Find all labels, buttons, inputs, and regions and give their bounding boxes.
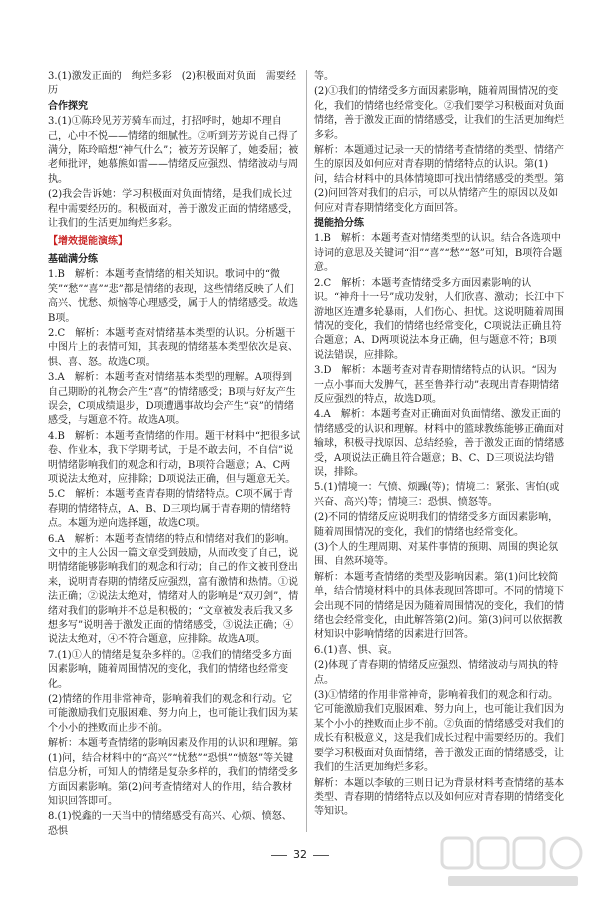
right-column — [314, 70, 566, 821]
answer-paragraph: 1.B 解析：本题考查情绪的相关知识。歌词中的“微笑”“愁”“喜”“悲”都是情绪的表现，这些情绪反映了人们高兴、忧愁、烦恼等心理感受，属于人的情绪感受。故选B项。 — [48, 269, 298, 324]
page-number-left-dash — [271, 855, 287, 856]
answer-paragraph: 2.C 解析：本题考查对情绪基本类型的认识。分析题干中图片上的表情可知，其表现的情绪基本类型依次是哀、惧、喜、怒。故选C项。 — [48, 327, 298, 368]
answer-paragraph: 解析：本题考查情绪的影响因素及作用的认识和理解。第(1)问，结合材料中的“高兴”“忧愁”“恐惧”“愤怒”等关键信息分析，可知人的情绪是复杂多样的，我们的情绪受多方面因素影响。第(2)问考查情绪对人的作用，结合教材知识回答即可。 — [48, 738, 298, 807]
answer-paragraph: 等。 — [314, 71, 334, 82]
answer-paragraph: 2.C 解析：本题考查情绪受多方面因素影响的认识。“神舟十一号”成功发射，人们欣喜、激动；长江中下游地区连遭多轮暴雨，人们伤心、担忧。这说明随着周围情况的变化，我们的情绪也经常变化，C项说法正确且符合题意；A、D两项说法本身正确，但与题意不符；B项说法错误，应排除。 — [314, 277, 565, 361]
answer-paragraph: (2)情绪的作用非常神奇，影响着我们的观念和行动。它可能激励我们克服困难、努力向上，也可能让我们因为某个小小的挫败而止步不前。 — [48, 694, 298, 734]
watermark-logo — [438, 832, 588, 892]
page-number-text: 32 — [293, 848, 307, 861]
answer-paragraph: 3.(1)①陈玲见芳芳骑车而过，打招呼时，她却不理自己，心中不悦——情绪的细腻性。②听到芳芳说自己得了满分，陈玲暗想“神气什么”；被芳芳误解了，她委屈；被老师批评，她慕熊如雷——情绪反应强烈、情绪波动与周执。 — [48, 116, 299, 185]
answer-paragraph: 解析：本题考查情绪的类型及影响因素。第(1)问比较简单，结合情境材料中的具体表现回答即可。不同的情境下会出现不同的情绪是因为随着周围情况的变化，我们的情绪也会经常变化，由此解答第(2)问。第(3)问可以依据教材知识中影响情绪的因素进行回答。 — [314, 571, 564, 641]
answer-paragraph: 5.(1)情境一：气愤、烦躁(等)；情境二：紧张、害怕(或兴奋、高兴)等；情境三：恐惧、愤怒等。 — [314, 482, 560, 508]
section-banner — [48, 235, 128, 249]
answer-paragraph: 解析：本题通过记录一天的情绪考查情绪的类型、情绪产生的原因及如何应对青春期的情绪特点的认识。第(1)问，结合材料中的具体情境即可找出情绪感受的类型。第(2)问回答对我们的启示，可以从情绪产生的原因以及如何应对青春期情绪变化方面回答。 — [314, 145, 564, 214]
answer-paragraph: (2)①我们的情绪受多方面因素影响，随着周围情况的变化，我们的情绪也经常变化。②我们要学习积极面对负面情绪，善于激发正面的情绪感受，让我们的生活更加绚烂多彩。 — [314, 86, 564, 141]
answer-paragraph: 6.(1)喜、惧、哀。 — [314, 644, 398, 656]
section-banner-text: 增效提能演练 — [58, 236, 118, 248]
answer-paragraph: 3.D 解析：本题考查对青春期情绪特点的认识。“因为一点小事而大发脾气，甚至鲁莽行动”表现出青春期情绪反应强烈的特点，故选D项。 — [314, 365, 560, 405]
bracket-right: 】 — [118, 236, 128, 248]
answer-paragraph: 4.B 解析：本题考查情绪的作用。题干材料中“把很多试卷、作业本，我下学期考试，于是不敢去问，不自信”说明情绪影响我们的观念和行动，B项符合题意；A、C两项说法太绝对，应排除；D项说法正确，但与题意无关。 — [48, 430, 301, 485]
answer-paragraph: (2)体现了青春期的情绪反应强烈、情绪波动与周执的特点。 — [314, 660, 559, 686]
left-column — [48, 70, 300, 840]
answer-paragraph: 3.A 解析：本题考查对情绪基本类型的理解。A项得到自己期盼的礼物会产生“喜”的情绪感受；B项与好友产生误会，C项成绩退步，D项遭遇事故均会产生“哀”的情绪感受，与题意不符。故选A项。 — [48, 372, 296, 427]
answer-paragraph: 7.(1)①人的情绪是复杂多样的。②我们的情绪受多方面因素影响，随着周围情况的变化，我们的情绪也经常变化。 — [48, 649, 292, 690]
answer-paragraph: 1.B 解析：本题考查对情绪类型的认识。结合各选项中诗词的意思及关键词“泪”“喜”“愁”“怒”可知，B项符合题意。 — [314, 233, 563, 274]
answer-paragraph: 5.C 解析：本题考查青春期的情绪特点。C项不属于青春期的情绪特点，A、B、D三项均属于青春期的情绪特点。本题为逆向选择题，故选C项。 — [48, 489, 293, 530]
section-heading: 基础满分练 — [48, 253, 98, 265]
answer-paragraph: 4.A 解析：本题考查对正确面对负面情绪、激发正面的情绪感受的认识和理解。材料中的篮球教练能够正确面对输球，积极寻找原因、总结经验，善于激发正面的情绪感受，A项说法正确且符合题意；B、C、D三项说法均错误，排除。 — [314, 409, 564, 478]
answer-paragraph: 解析：本题以李敏的三则日记为背景材料考查情绪的基本类型、青春期的情绪特点以及如何应对青春期的情绪变化等知识。 — [314, 777, 564, 818]
answer-paragraph: 3.(1)激发正面的 绚烂多彩 (2)积极面对负面 需要经历 — [48, 71, 296, 97]
answer-paragraph: (3)①情绪的作用非常神奇，影响着我们的观念和行动。它可能激励我们克服困难、努力向上，也可能让我们因为某个小小的挫败而止步不前。②负面的情绪感受对我们的成长有积极意义，这是我们成长过程中需要经历的。我们要学习积极面对负面情绪，善于激发正面的情绪感受，让我们的生活更加绚烂多彩。 — [314, 690, 564, 774]
column-divider — [306, 70, 307, 832]
section-heading: 提能拾分练 — [314, 218, 364, 230]
bracket-left: 【 — [48, 236, 58, 248]
answer-paragraph: 6.A 解析：本题考查情绪的特点和情绪对我们的影响。文中的主人公因一篇文章受到鼓励，从而改变了自己，说明情绪能够影响我们的观念和行动；自己的作文被刊登出来，说明青春期的情绪反应强烈，富有激情和热情。①说法正确；②说法太绝对，情绪对人的影响是“双刃剑”，情绪对我们的影响并不总是积极的；“文章被发表后我又多想多写”说明善于激发正面的情绪感受，③说法正确；④说法太绝对，④不符合题意，应排除。故选A项。 — [48, 533, 299, 646]
answer-paragraph: 8.(1)悦鑫的一天当中的情绪感受有高兴、心烦、愤怒、恐惧 — [48, 811, 292, 837]
answer-paragraph: (2)我会告诉她：学习积极面对负面情绪，是我们成长过程中需要经历的。积极面对，善于激发正面的情绪感受，让我们的生活更加绚烂多彩。 — [48, 189, 298, 230]
page-number-right-dash — [313, 855, 329, 856]
answer-paragraph: (3)个人的生理周期、对某件事情的预期、周围的舆论氛围、自然环境等。 — [314, 542, 559, 568]
answer-paragraph: (2)不同的情绪反应说明我们的情绪受多方面因素影响，随着周围情况的变化，我们的情绪也经常变化。 — [314, 512, 559, 538]
section-heading: 合作探究 — [48, 100, 88, 112]
